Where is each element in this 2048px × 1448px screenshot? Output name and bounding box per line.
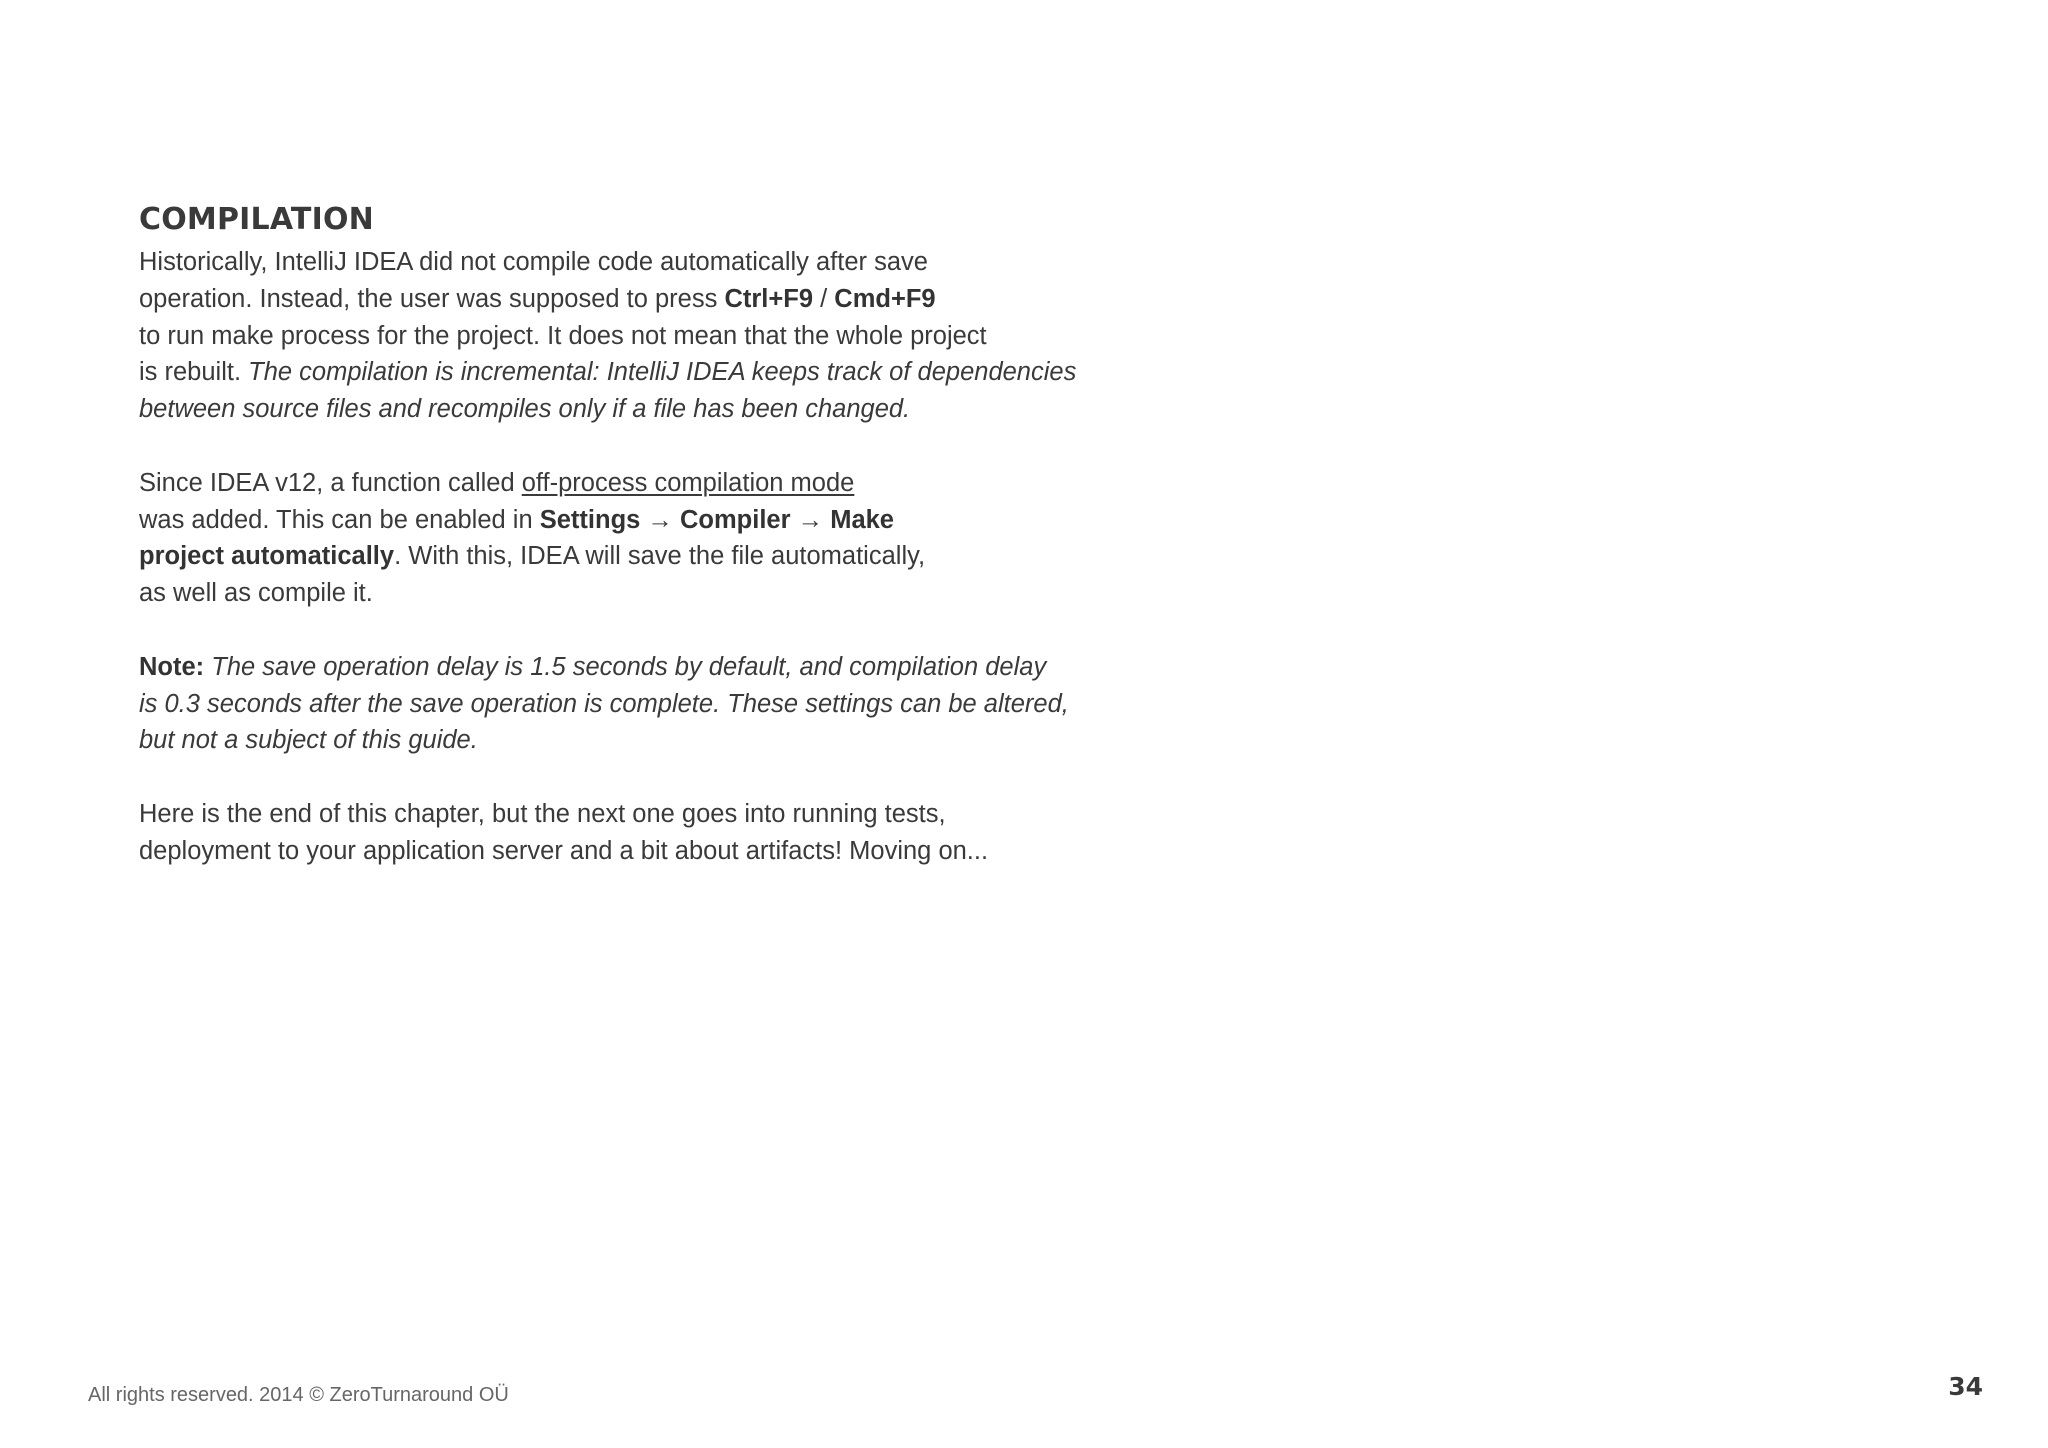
- paragraph-note: [139, 649, 1069, 759]
- text-line: [139, 502, 1019, 539]
- italic-text: The compilation is incremental: IntelliJ IDEA keeps track of dependencies: [248, 358, 1077, 387]
- menu-path-compiler: Compiler: [680, 505, 791, 534]
- text-line: [139, 575, 1019, 612]
- arrow-icon: →: [790, 505, 831, 534]
- menu-path-settings: Settings: [539, 505, 641, 534]
- text-line: [139, 391, 1019, 428]
- text: Since IDEA v12, a function called: [139, 468, 522, 497]
- paragraph-off-process: [139, 465, 1019, 612]
- text: Historically, IntelliJ IDEA did not compile code automatically after save: [139, 248, 928, 276]
- italic-text: is 0.3 seconds after the save operation is complete. These settings can be altered,: [139, 689, 1069, 718]
- text-line: [139, 244, 1019, 281]
- text-line: [139, 318, 1019, 355]
- italic-text: but not a subject of this guide.: [139, 726, 478, 755]
- shortcut-cmd-f9: Cmd+F9: [834, 284, 936, 313]
- italic-text: The save operation delay is 1.5 seconds by default, and compilation delay: [204, 652, 1047, 681]
- text-line: [139, 649, 1047, 686]
- text-line: [139, 281, 1019, 318]
- page-number: 34: [1948, 1372, 1983, 1401]
- text: was added. This can be enabled in: [139, 505, 540, 534]
- text: . With this, IDEA will save the file automatically,: [394, 542, 926, 571]
- text-line: [139, 686, 1069, 723]
- separator: /: [813, 284, 835, 313]
- text: to run make process for the project. It does not mean that the whole project: [139, 321, 987, 350]
- text-line: [139, 354, 1077, 391]
- menu-path-project-automatically: project automatically: [139, 542, 395, 571]
- italic-text: between source files and recompiles only if a file has been changed.: [139, 395, 911, 424]
- shortcut-ctrl-f9: Ctrl+F9: [724, 284, 814, 313]
- text-line: [139, 538, 1019, 575]
- menu-path-make: Make: [830, 505, 894, 534]
- off-process-compilation-link[interactable]: off-process compilation mode: [521, 468, 855, 497]
- footer-copyright: All rights reserved. 2014 © ZeroTurnaround OÜ: [88, 1384, 509, 1406]
- text: deployment to your application server and a bit about artifacts! Moving on...: [139, 836, 989, 865]
- arrow-icon: →: [640, 505, 680, 534]
- text-line: [139, 722, 1019, 759]
- text-line: [139, 833, 1019, 870]
- text: Here is the end of this chapter, but the next one goes into running tests,: [139, 799, 946, 828]
- text: operation. Instead, the user was supposed to press: [139, 284, 725, 313]
- paragraph-chapter-end: [139, 796, 1019, 870]
- page-content: [139, 200, 1077, 870]
- text: is rebuilt.: [139, 358, 249, 387]
- note-label: Note:: [139, 652, 205, 681]
- paragraph-history: [139, 244, 1077, 428]
- text-line: [139, 796, 1019, 833]
- section-heading: COMPILATION: [139, 202, 374, 237]
- text-line: [139, 465, 1019, 502]
- text: as well as compile it.: [139, 579, 373, 608]
